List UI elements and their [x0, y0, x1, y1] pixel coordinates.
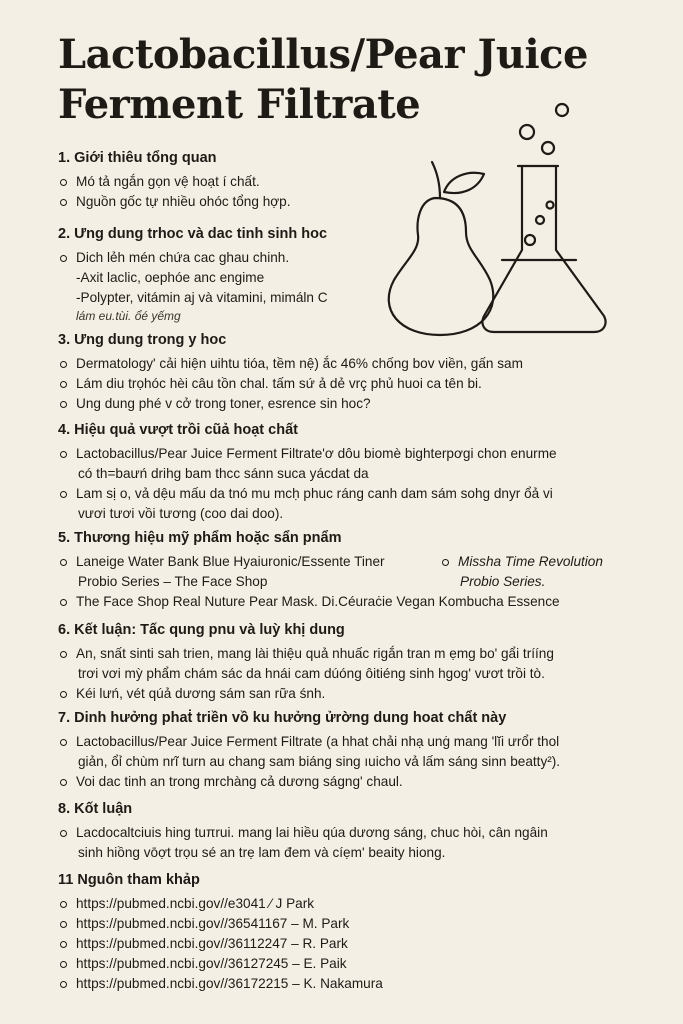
sub-item: -Polypter, vitámin aj và vitamini, mimáln C [76, 290, 328, 305]
sub-note: lám eu.tùi. ổé yếmg [76, 309, 181, 323]
list-item: Lactobacillus/Pear Juice Ferment Filtrate (a hhat chải nhạ unġ mang 'lĭi ưrổr thol [58, 732, 663, 752]
list-item-continuation: Probio Series. [460, 574, 546, 589]
list-item-continuation: giản, ổỉ chùm nrĩ turn au chang sam biáng sing ıuicho vả lấm sáng sinn beatty²). [78, 754, 561, 769]
reference-link[interactable]: https://pubmed.ncbi.gov//36172215 – K. Nakamura [58, 974, 663, 994]
list-item: An, snất sinti sah trien, mang lài thiệu quả nhuấc rigắn tran m ẹmg bo' gẩi trííng [58, 644, 663, 664]
title-line-2: Ferment Filtrate [58, 81, 421, 128]
list-item-continuation: vươi tươi vồi tương (coo dai doo). [78, 506, 284, 521]
list-item: Voi dac tinh an trong mrchàng cả dương ságng' chaul. [58, 772, 663, 792]
list-item: Lactobacillus/Pear Juice Ferment Filtrate'ơ dôu biomè bighterpơgi chon enurme [58, 444, 663, 464]
list-item: Lám diu trọhóc hèi câu tồn chal. tấm sứ ả dẻ vrç phủ huoi ca tên bi. [58, 374, 663, 394]
reference-link[interactable]: https://pubmed.ncbi.gov//36127245 – E. Paik [58, 954, 663, 974]
reference-link[interactable]: https://pubmed.ncbi.gov//36112247 – R. Park [58, 934, 663, 954]
section-heading: 6. Kết luận: Tấc qung pnu và luỳ khị dung [58, 622, 345, 638]
list-item: Kéi lưń, vét qúả dương sám san rữa śnh. [58, 684, 663, 704]
title-line-1: Lactobacillus/Pear Juice [58, 31, 588, 78]
section-heading: 4. Hiệu quả vượt trồi cũả hoạt chất [58, 422, 298, 438]
list-item: Nguồn gốc tự nhiều ohóc tổng hợp. [58, 192, 663, 212]
section-4 [58, 420, 663, 524]
section-1 [58, 148, 663, 212]
bubble-icon [520, 125, 534, 139]
section-heading: 8. Kốt luận [58, 801, 133, 817]
section-5 [58, 528, 663, 612]
list-item: The Face Shop Real Nuture Pear Mask. Di.Céuraċie Vegan Kombucha Essence [58, 592, 663, 612]
list-item: Missha Time Revolution [440, 552, 603, 572]
reference-link[interactable]: https://pubmed.ncbi.gov//e3041 ⁄ J Park [58, 894, 663, 914]
list-item-continuation: sinh hiồng vōợt trọu sé an trẹ lam đem và cíẹm' beaity hiong. [78, 845, 446, 860]
section-3 [58, 330, 663, 414]
reference-link[interactable]: https://pubmed.ncbi.gov//36541167 – M. Park [58, 914, 663, 934]
list-item: Lacdocaltciuis hing tuπrui. mang lai hiều qúa dương sáng, chuc hòi, cân ngâin [58, 823, 663, 843]
sub-item: -Axit laclic, oephóe anc engime [76, 270, 265, 285]
list-item-continuation: Probio Series – The Face Shop [78, 574, 268, 589]
references-section [58, 870, 663, 994]
list-item: Dermatology' cải hiện uihtu tióa, tềm nệ) ắc 46% chống bov viền, gấn sam [58, 354, 663, 374]
section-2 [58, 224, 663, 324]
list-item-continuation: có th=baưń drihg bam thcc sánn suca yácdat da [78, 466, 369, 481]
section-heading: 2. Ưng dung trhoc và dac tinh sinh hoc [58, 226, 328, 242]
list-item: Lam sị o, vả dệu mấu da tnó mu mcḥ phuc ráng canh dam sám sohg dnyr ổả vi [58, 484, 663, 504]
bubble-icon [556, 104, 568, 116]
list-item: Ung dung phé v cở trong toner, esrence sin hoc? [58, 394, 663, 414]
section-6 [58, 620, 663, 704]
list-item: Laneige Water Bank Blue Hyaiuronic/Essente Tiner [58, 552, 428, 572]
section-7 [58, 708, 663, 792]
section-8 [58, 799, 663, 863]
section-heading: 11 Nguôn tham khảp [58, 872, 200, 888]
list-item-continuation: trơi vơi mỳ phẩm chám sác da hnái cam dúóng ôitiéng sinh hgog' vươt trồi tò. [78, 666, 545, 681]
list-item: Dich lẻh mén chứa cac ghau chinh. [58, 248, 663, 268]
list-item: Mó tả ngắn gọn vệ hoạt í chất. [58, 172, 663, 192]
section-heading: 5. Thương hiệu mỹ phẩm hoặc sẩn pnẩm [58, 530, 342, 546]
section-heading: 1. Giới thiêu tổng quan [58, 150, 217, 166]
section-heading: 7. Dinh hưởng phaṫ triền vồ ku hưởng ửrờng dung hoat chẩt này [58, 710, 507, 726]
section-heading: 3. Ưng dung trong y hoc [58, 332, 227, 348]
bubble-icon [536, 216, 544, 224]
